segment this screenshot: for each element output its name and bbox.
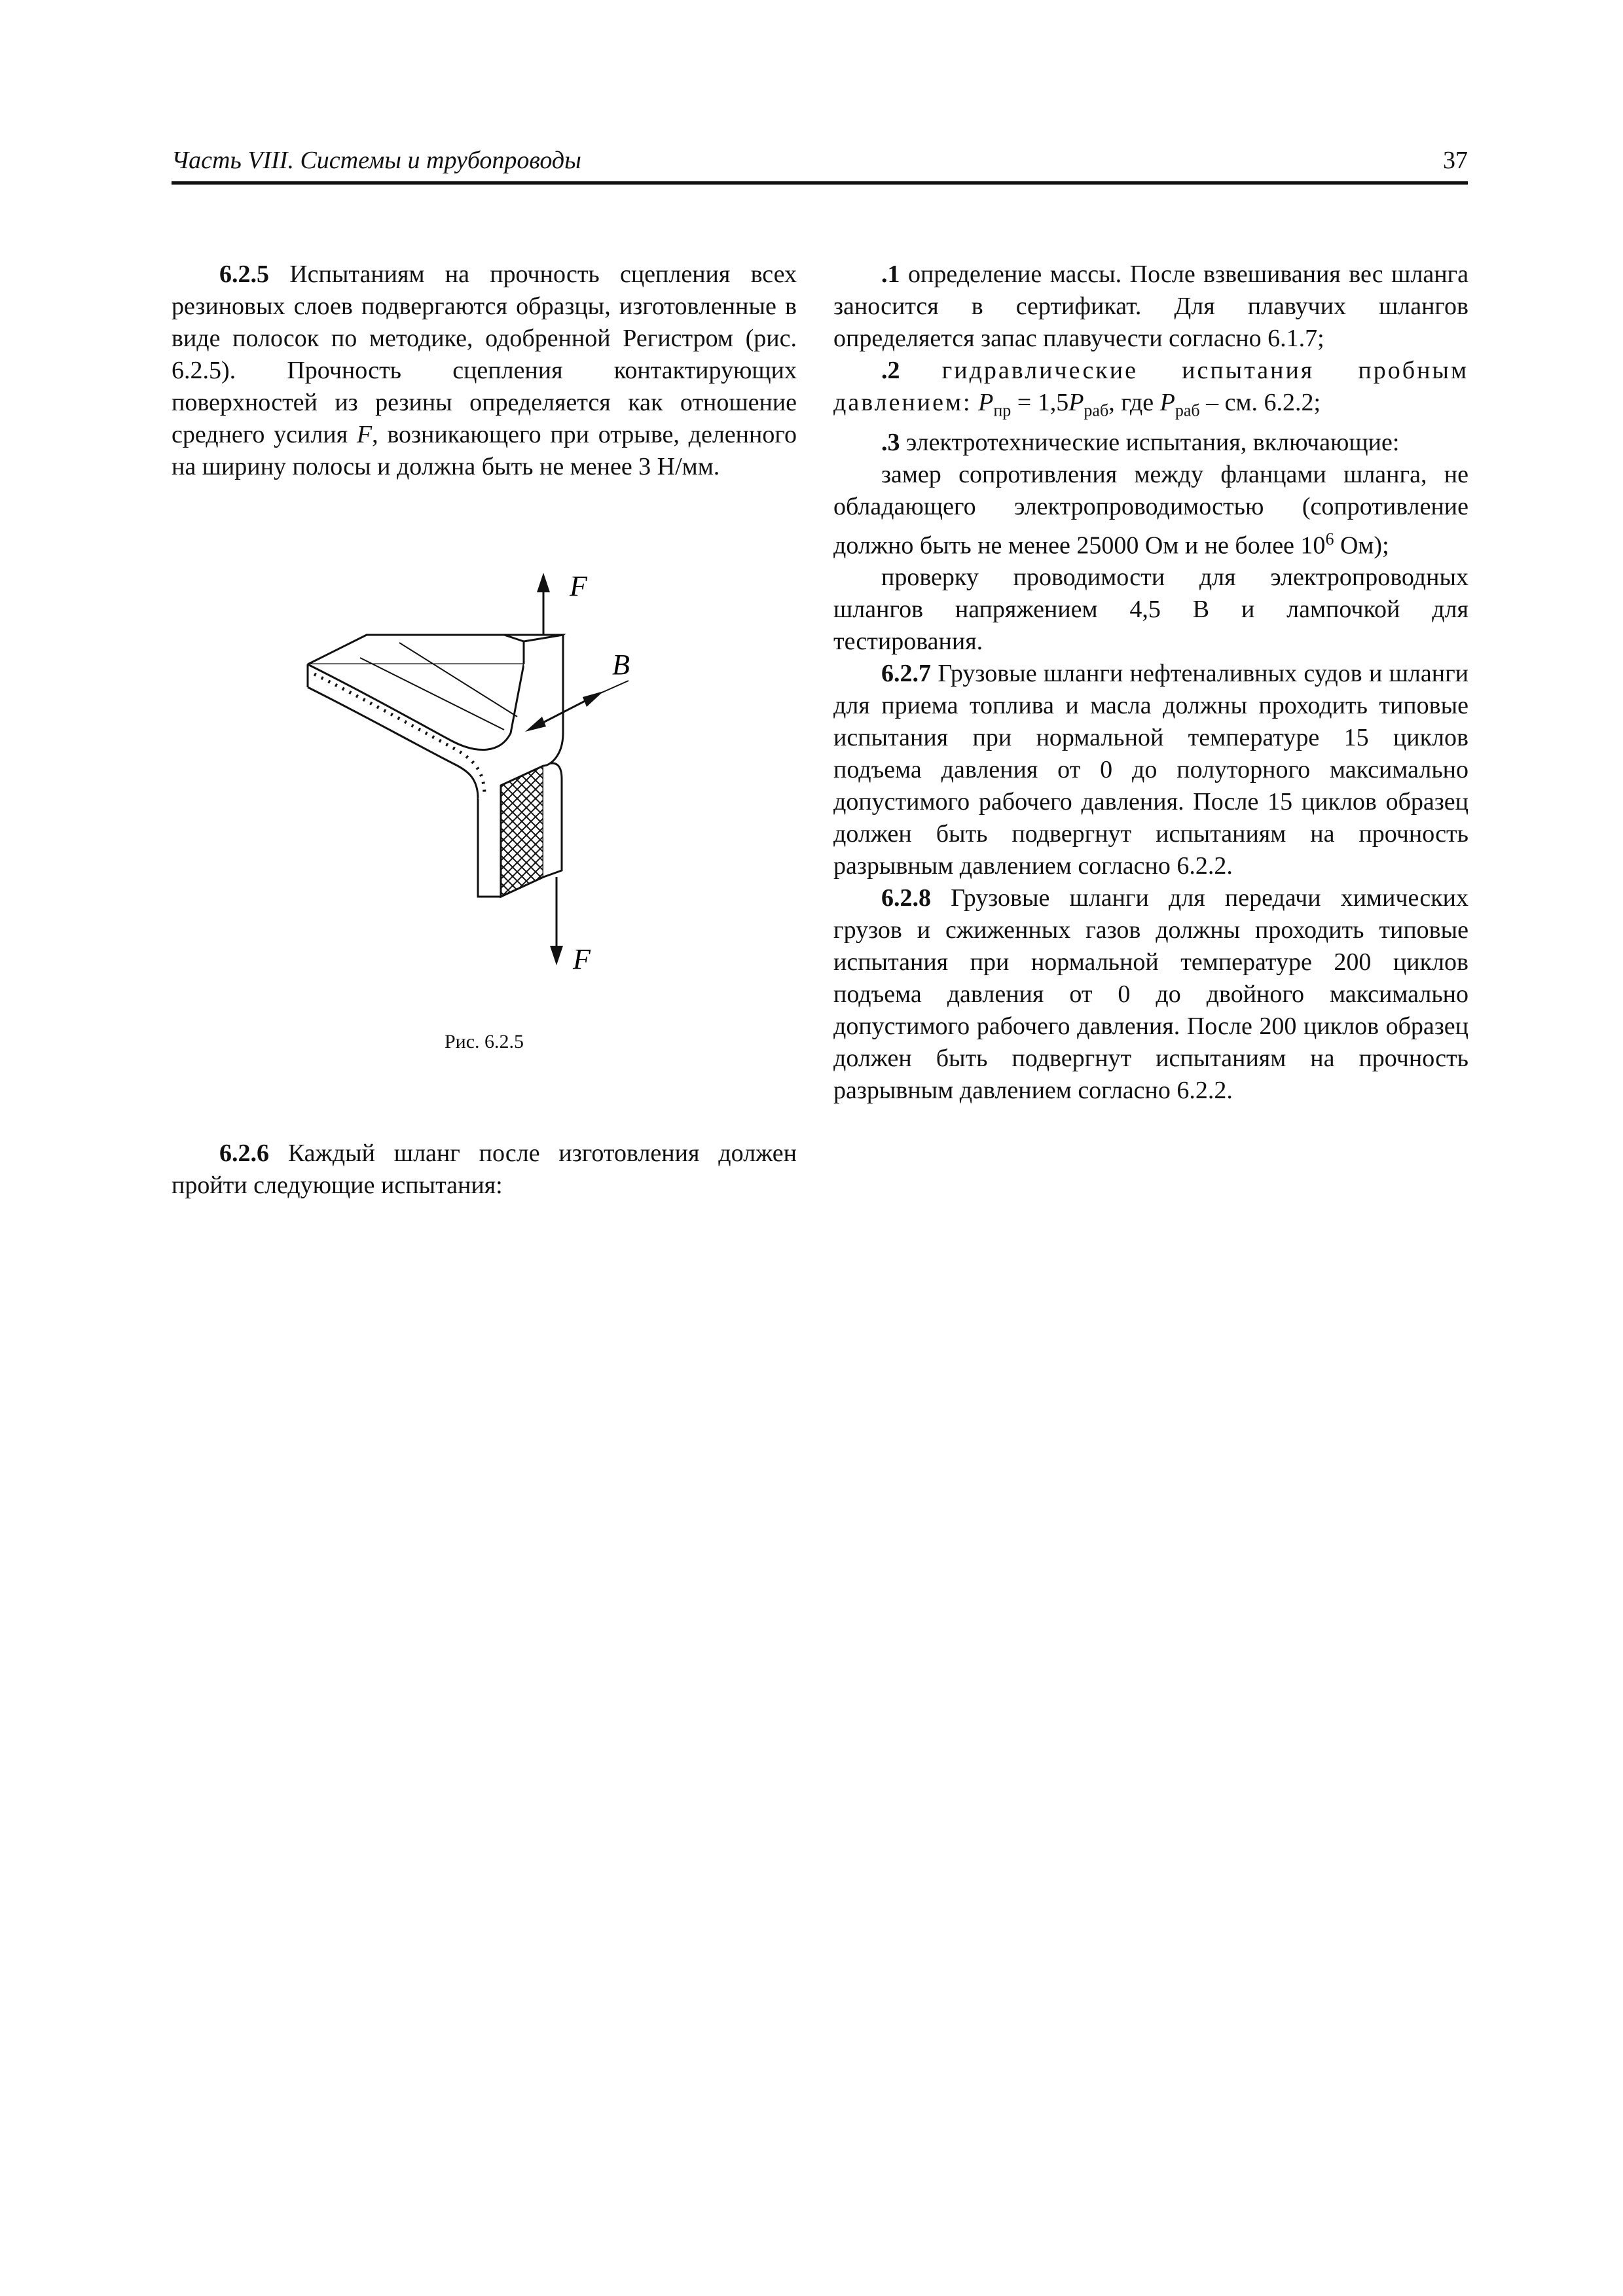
formula-p: P bbox=[1159, 389, 1175, 416]
paragraph-text: Грузовые шланги нефтеналивных судов и шланги для приема топлива и масла должны проходить типовые испытания при нормальной температуре 15 циклов подъема давления от 0 до полуторного максимально допустимого рабочего давления. После 15 циклов образец должен быть подвергнут испытаниям на прочность разрывным давлением согласно 6.2.2. bbox=[833, 660, 1469, 880]
formula-p: P bbox=[978, 389, 994, 416]
item-text: проверку проводимости для электропроводных шлангов напряжением 4,5 В и лампочкой для тестирования. bbox=[833, 564, 1468, 656]
item-3-sub-b bbox=[833, 562, 1468, 658]
right-column bbox=[833, 259, 1468, 1107]
section-number: 6.2.8 bbox=[881, 884, 931, 912]
formula-mid: = 1,5 bbox=[1011, 389, 1069, 416]
paragraph-text: Испытаниям на прочность сцепления всех резиновых слоев подвергаются образцы, изготовленные в виде полосок по методике, одобренной Регистром (рис. 6.2.5). Прочность сцепления контактирующих поверхностей из резины определяется как отношение среднего усилия bbox=[172, 260, 797, 448]
item-2 bbox=[833, 355, 1468, 427]
formula-sub: пр bbox=[993, 401, 1012, 420]
peel-test-diagram bbox=[288, 569, 707, 988]
item-3-sub-a bbox=[833, 459, 1468, 562]
left-column-bottom bbox=[172, 1138, 797, 1202]
paragraph-6-2-6 bbox=[172, 1138, 797, 1202]
figure-6-2-5 bbox=[288, 569, 707, 988]
paragraph-text-tail: , возникающего при отрыве, деленного на ширину полосы и должна быть не менее 3 Н/мм. bbox=[172, 421, 797, 480]
formula-tail: – см. 6.2.2; bbox=[1199, 389, 1321, 416]
item-3 bbox=[833, 427, 1468, 459]
page-number: 37 bbox=[1443, 147, 1468, 174]
section-number: 6.2.6 bbox=[219, 1139, 269, 1167]
section-number: 6.2.7 bbox=[881, 660, 931, 688]
label-f-top: F bbox=[570, 570, 587, 602]
item-1 bbox=[833, 259, 1468, 355]
page-header bbox=[172, 141, 1468, 185]
left-column bbox=[172, 259, 797, 483]
label-b: B bbox=[612, 649, 630, 681]
item-number: .3 bbox=[881, 428, 900, 456]
paragraph-text: Грузовые шланги для передачи химических грузов и сжиженных газов должны проходить типовые испытания при нормальной температуре 200 циклов подъема давления от 0 до двойного максимально допустимого рабочего давления. После 200 циклов образец должен быть подвергнут испытаниям на прочность разрывным давлением согласно 6.2.2. bbox=[833, 884, 1469, 1105]
item-text: определение массы. После взвешивания вес шланга заносится в сертификат. Для плавучих шлангов определяется запас плавучести согласно 6.1.7; bbox=[833, 260, 1469, 352]
item-text-tail: Ом); bbox=[1334, 531, 1389, 560]
paragraph-6-2-7 bbox=[833, 658, 1468, 882]
running-title: Часть VIII. Системы и трубопроводы bbox=[172, 147, 581, 174]
label-f-bottom: F bbox=[573, 943, 591, 975]
formula-p: P bbox=[1068, 389, 1084, 416]
formula-sub: раб bbox=[1175, 401, 1200, 420]
item-number: .2 bbox=[881, 357, 900, 384]
item-text: электротехнические испытания, включающие: bbox=[906, 428, 1400, 456]
force-variable: F bbox=[356, 421, 373, 448]
item-text: гидравлические испытания пробным давлением: bbox=[833, 357, 1469, 416]
section-number: 6.2.5 bbox=[219, 260, 269, 288]
item-text: замер сопротивления между фланцами шланга, не обладающего электропроводимостью (сопротивление должно быть не менее 25000 Ом и не более 10 bbox=[833, 460, 1468, 560]
figure-caption: Рис. 6.2.5 bbox=[444, 1031, 524, 1052]
item-number: .1 bbox=[881, 260, 900, 288]
formula-sub: раб bbox=[1084, 401, 1109, 420]
exponent: 6 bbox=[1325, 529, 1334, 548]
paragraph-text: Каждый шланг после изготовления должен пройти следующие испытания: bbox=[172, 1139, 797, 1199]
paragraph-6-2-5 bbox=[172, 259, 797, 483]
paragraph-6-2-8 bbox=[833, 882, 1468, 1107]
formula-where: , где bbox=[1108, 389, 1160, 416]
